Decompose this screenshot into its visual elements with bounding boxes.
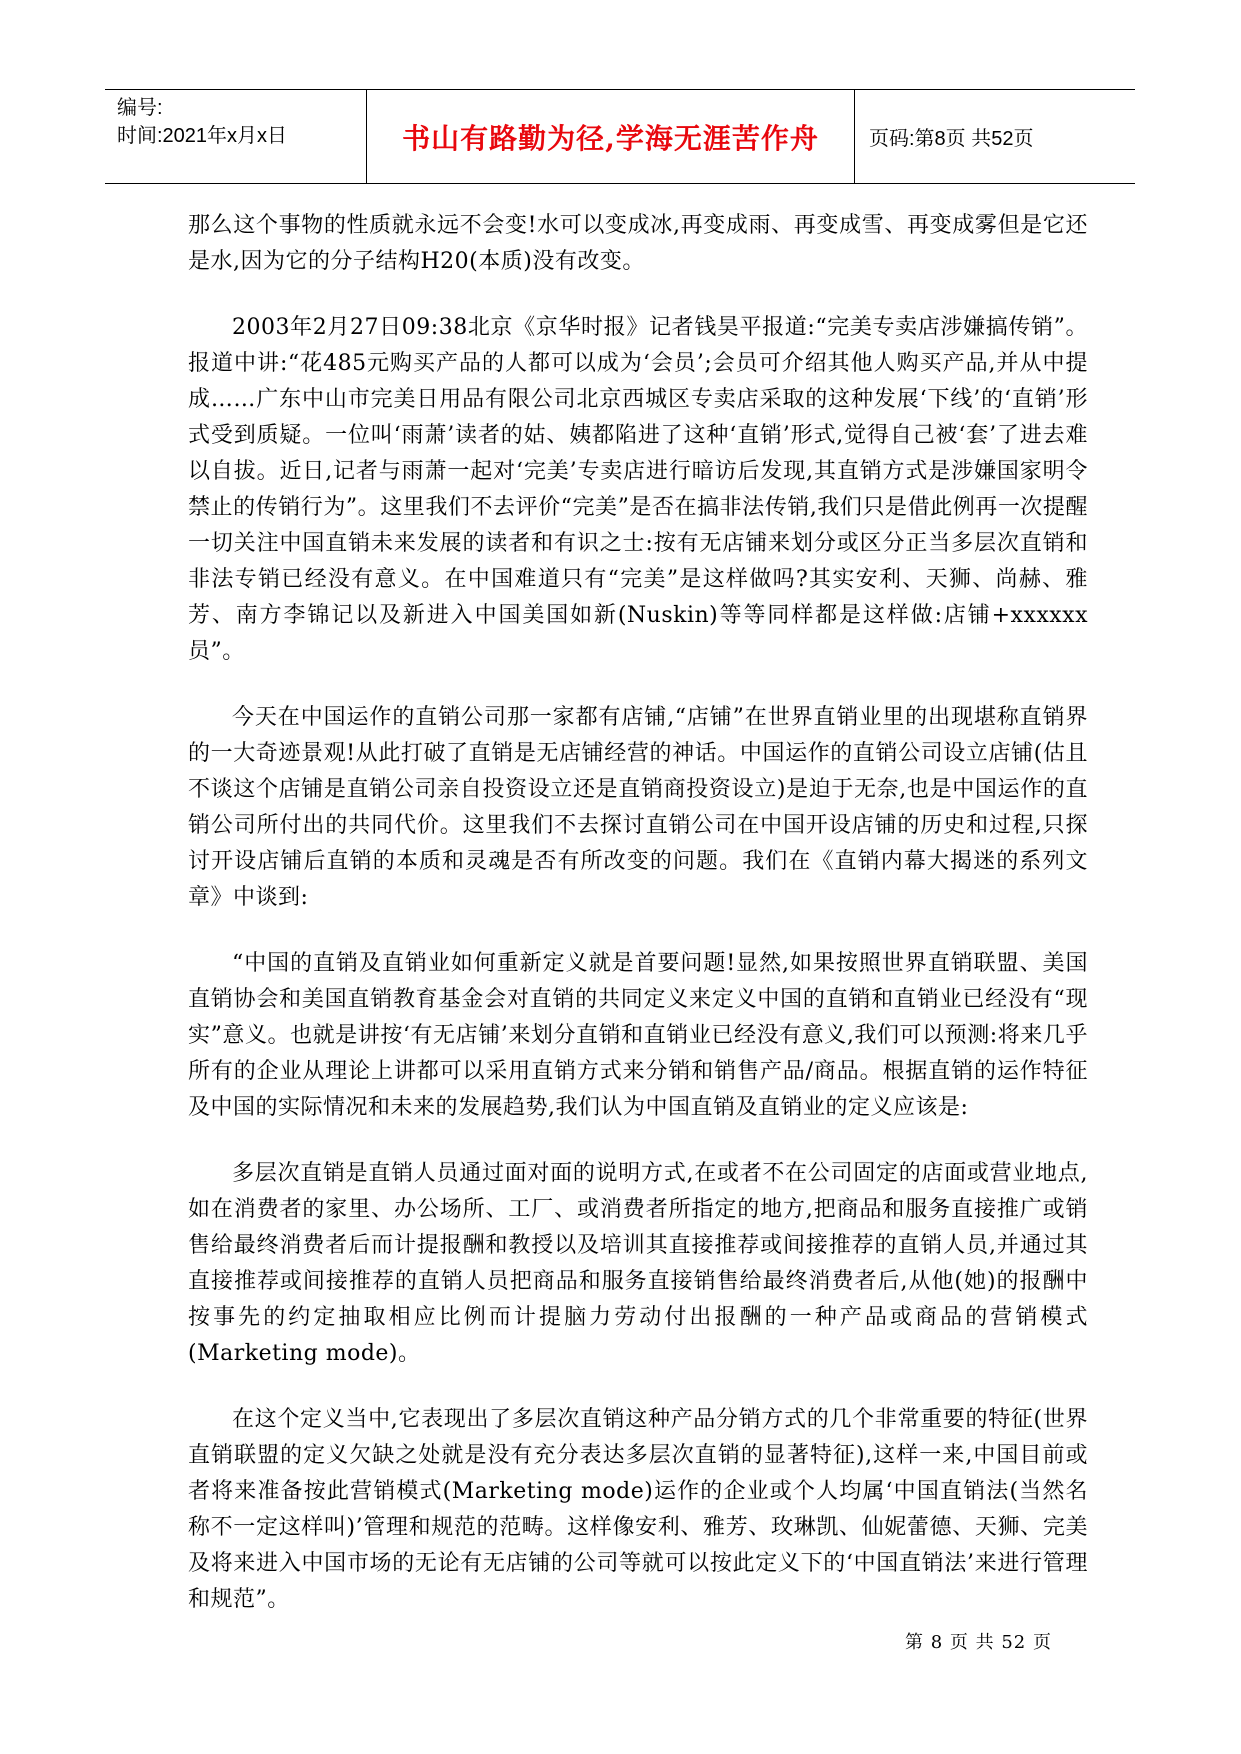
paragraph-store-phenomenon: 今天在中国运作的直销公司那一家都有店铺,“店铺”在世界直销业里的出现堪称直销界的一大奇迹景观!从此打破了直销是无店铺经营的神话。中国运作的直销公司设立店铺(估且不谈这个店铺是直销公司亲自投资设立还是直销商投资设立)是迫于无奈,也是中国运作的直销公司所付出的共同代价。这里我们不去探讨直销公司在中国开设店铺的历史和过程,只探讨开设店铺后直销的本质和灵魂是否有所改变的问题。我们在《直销内幕大揭迷的系列文章》中谈到: [188,705,1088,910]
paragraph-multilevel-definition: 多层次直销是直销人员通过面对面的说明方式,在或者不在公司固定的店面或营业地点,如在消费者的家里、办公场所、工厂、或消费者所指定的地方,把商品和服务直接推广或销售给最终消费者后而计提报酬和教授以及培训其直接推荐或间接推荐的直销人员,并通过其直接推荐或间接推荐的直销人员把商品和服务直接销售给最终消费者后,从他(她)的报酬中按事先的约定抽取相应比例而计提脑力劳动付出报酬的一种产品或商品的营销模式(Marketing mode)。 [188,1161,1088,1366]
document-time-label: 时间:2021年x月x日 [117,125,288,147]
document-body [188,208,1088,1648]
header-motto-cell [367,90,855,183]
page-footer-number: 第 8 页 共 52 页 [905,1632,1052,1653]
header-motto: 书山有路勤为径,学海无涯苦作舟 [402,121,819,155]
document-number-label: 编号: [117,97,163,119]
paragraph-continued: 那么这个事物的性质就永远不会变!水可以变成冰,再变成雨、再变成雪、再变成雾但是它还是水,因为它的分子结构H20(本质)没有改变。 [188,213,1088,274]
header-page-cell [855,90,1135,183]
header-info-cell [105,90,367,183]
header-page-number: 页码:第8页 共52页 [869,128,1034,150]
page-header [105,89,1135,184]
paragraph-quoted-definition-intro: “中国的直销及直销业如何重新定义就是首要问题!显然,如果按照世界直销联盟、美国直销协会和美国直销教育基金会对直销的共同定义来定义中国的直销和直销业已经没有“现实”意义。也就是讲按‘有无店铺’来划分直销和直销业已经没有意义,我们可以预测:将来几乎所有的企业从理论上讲都可以采用直销方式来分销和销售产品/商品。根据直销的运作特征及中国的实际情况和未来的发展趋势,我们认为中国直销及直销业的定义应该是: [188,951,1088,1120]
paragraph-definition-features: 在这个定义当中,它表现出了多层次直销这种产品分销方式的几个非常重要的特征(世界直销联盟的定义欠缺之处就是没有充分表达多层次直销的显著特征),这样一来,中国目前或者将来准备按此营销模式(Marketing mode)运作的企业或个人均属‘中国直销法(当然名称不一定这样叫)’管理和规范的范畴。这样像安利、雅芳、玫琳凯、仙妮蕾德、天狮、完美及将来进入中国市场的无论有无店铺的公司等就可以按此定义下的‘中国直销法’来进行管理和规范”。 [188,1407,1088,1612]
paragraph-news-report: 2003年2月27日09:38北京《京华时报》记者钱昊平报道:“完美专卖店涉嫌搞传销”。报道中讲:“花485元购买产品的人都可以成为‘会员’;会员可介绍其他人购买产品,并从中提成……广东中山市完美日用品有限公司北京西城区专卖店采取的这种发展‘下线’的‘直销’形式受到质疑。一位叫‘雨萧’读者的姑、姨都陷进了这种‘直销’形式,觉得自己被‘套’了进去难以自拔。近日,记者与雨萧一起对‘完美’专卖店进行暗访后发现,其直销方式是涉嫌国家明令禁止的传销行为”。这里我们不去评价“完美”是否在搞非法传销,我们只是借此例再一次提醒一切关注中国直销未来发展的读者和有识之士:按有无店铺来划分或区分正当多层次直销和非法专销已经没有意义。在中国难道只有“完美”是这样做吗?其实安利、天狮、尚赫、雅芳、南方李锦记以及新进入中国美国如新(Nuskin)等等同样都是这样做:店铺+xxxxxx员”。 [188,315,1088,664]
